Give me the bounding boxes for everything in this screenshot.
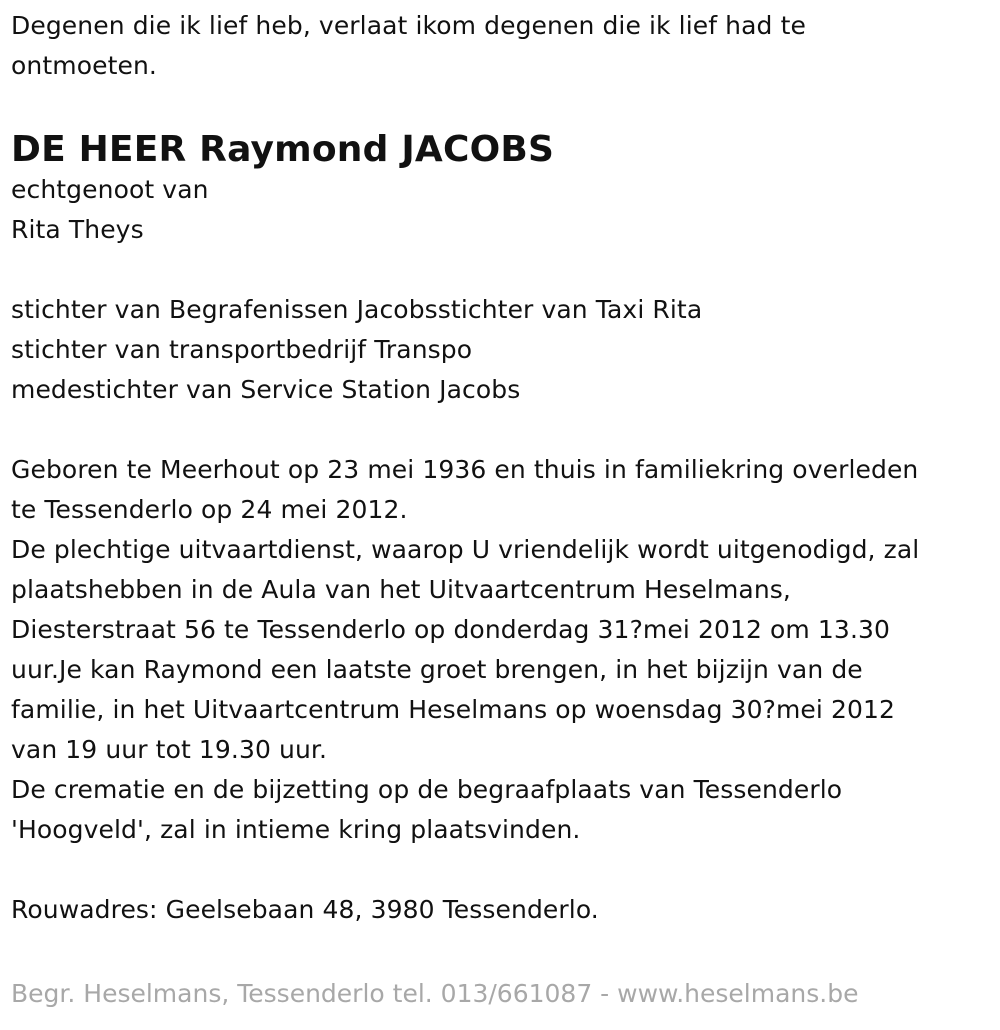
spacer [11,250,990,290]
details-line: De plechtige uitvaartdienst, waarop U vriendelijk wordt uitgenodigd, zal [11,535,920,564]
intro-quote-line-2: ontmoeten. [11,51,157,80]
mourning-address: Rouwadres: Geelsebaan 48, 3980 Tessenderlo. [11,895,599,924]
deceased-name: DE HEER Raymond JACOBS [11,129,555,170]
details-line: te Tessenderlo op 24 mei 2012. [11,495,408,524]
role-line: stichter van Begrafenissen Jacobsstichter van Taxi Rita [11,295,703,324]
details-line: uur.Je kan Raymond een laatste groet brengen, in het bijzijn van de [11,655,863,684]
spacer [11,850,990,890]
intro-quote-line-1: Degenen die ik lief heb, verlaat ikom degenen die ik lief had te [11,11,806,40]
details-line: familie, in het Uitvaartcentrum Heselmans op woensdag 30?mei 2012 [11,695,896,724]
funeral-home-footer: Begr. Heselmans, Tessenderlo tel. 013/661087 - www.heselmans.be [11,979,859,1008]
details-line: 'Hoogveld', zal in intieme kring plaatsvinden. [11,815,581,844]
details-line: van 19 uur tot 19.30 uur. [11,735,328,764]
details-line: Geboren te Meerhout op 23 mei 1936 en thuis in familiekring overleden [11,455,919,484]
relation-label: echtgenoot van [11,175,209,204]
details-line: De crematie en de bijzetting op de begraafplaats van Tessenderlo [11,775,843,804]
spacer [11,410,990,450]
role-line: medestichter van Service Station Jacobs [11,375,521,404]
details-line: plaatshebben in de Aula van het Uitvaartcentrum Heselmans, [11,575,791,604]
role-line: stichter van transportbedrijf Transpo [11,335,473,364]
spouse-name: Rita Theys [11,215,144,244]
details-line: Diesterstraat 56 te Tessenderlo op donderdag 31?mei 2012 om 13.30 [11,615,890,644]
